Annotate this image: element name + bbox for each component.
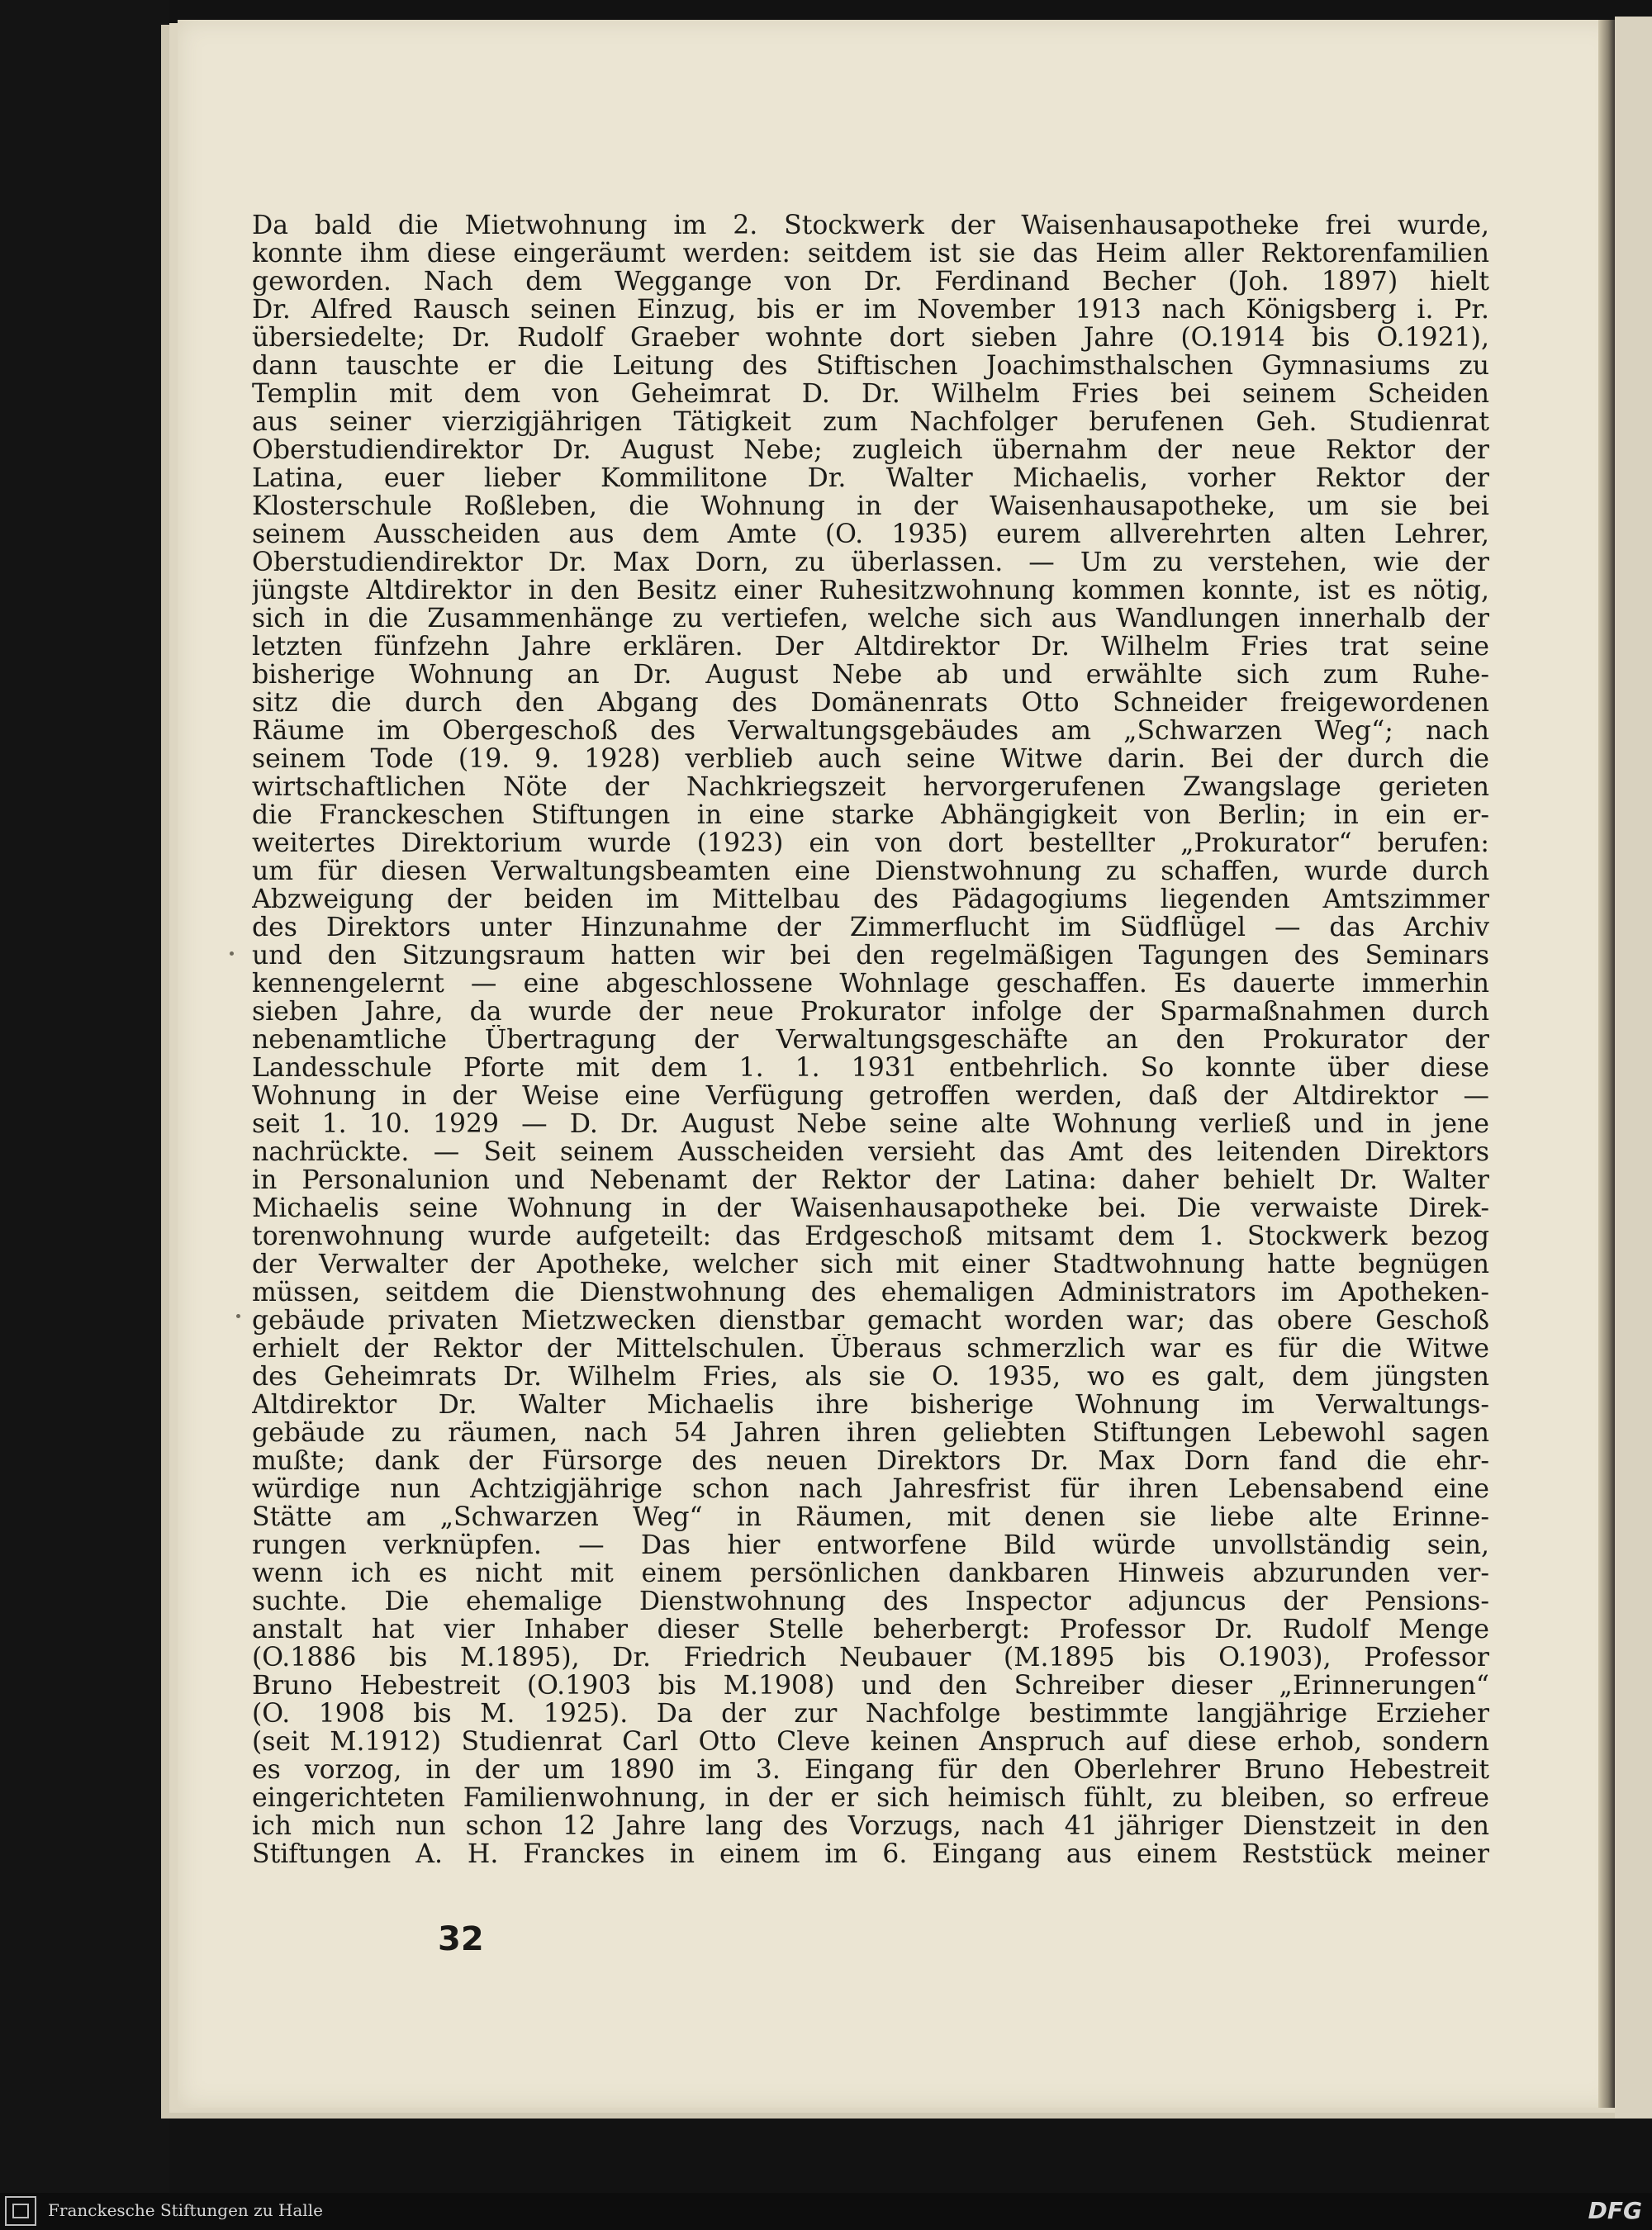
text-line: Michaelis seine Wohnung in der Waisenhausapotheke bei. Die verwaiste Direk- (252, 1193, 1489, 1223)
text-line: Stätte am „Schwarzen Weg“ in Räumen, mit denen sie liebe alte Erinne- (252, 1502, 1489, 1532)
text-line: Da bald die Mietwohnung im 2. Stockwerk der Waisenhausapotheke frei wurde, (252, 211, 1489, 240)
book-gutter (1598, 20, 1615, 2108)
text-line: konnte ihm diese eingeräumt werden: seitdem ist sie das Heim aller Rektorenfamilien (252, 239, 1489, 268)
text-line: (O. 1908 bis M. 1925). Da der zur Nachfolge bestimmte langjährige Erzieher (252, 1699, 1489, 1729)
text-line: rungen verknüpfen. — Das hier entworfene Bild würde unvollständig sein, (252, 1530, 1489, 1560)
text-line: Templin mit dem von Geheimrat D. Dr. Wilhelm Fries bei seinem Scheiden (252, 379, 1489, 409)
text-line: torenwohnung wurde aufgeteilt: das Erdgeschoß mitsamt dem 1. Stockwerk bezog (252, 1222, 1489, 1251)
text-line: sitz die durch den Abgang des Domänenrats Otto Schneider freigewordenen (252, 688, 1489, 718)
text-line: übersiedelte; Dr. Rudolf Graeber wohnte dort sieben Jahre (O.1914 bis O.1921), (252, 323, 1489, 353)
text-line: (seit M.1912) Studienrat Carl Otto Cleve keinen Anspruch auf diese erhob, sondern (252, 1727, 1489, 1757)
text-line: geworden. Nach dem Weggange von Dr. Ferdinand Becher (Joh. 1897) hielt (252, 267, 1489, 297)
text-line: Räume im Obergeschoß des Verwaltungsgebäudes am „Schwarzen Weg“; nach (252, 716, 1489, 746)
text-line: wirtschaftlichen Nöte der Nachkriegszeit hervorgerufenen Zwangslage gerieten (252, 772, 1489, 802)
body-text (252, 211, 1489, 1896)
text-line: wenn ich es nicht mit einem persönlichen dankbaren Hinweis abzurunden ver- (252, 1559, 1489, 1588)
page-number: 32 (438, 1920, 484, 1958)
text-line: Oberstudiendirektor Dr. August Nebe; zugleich übernahm der neue Rektor der (252, 435, 1489, 465)
paper-speck (230, 951, 234, 956)
text-line: Oberstudiendirektor Dr. Max Dorn, zu überlassen. — Um zu verstehen, wie der (252, 548, 1489, 577)
footer-bar (0, 2193, 1652, 2230)
text-line: in Personalunion und Nebenamt der Rektor der Latina: daher behielt Dr. Walter (252, 1165, 1489, 1195)
text-line: Wohnung in der Weise eine Verfügung getroffen werden, daß der Altdirektor — (252, 1081, 1489, 1111)
text-line: des Direktors unter Hinzunahme der Zimmerflucht im Südflügel — das Archiv (252, 913, 1489, 942)
text-line: würdige nun Achtzigjährige schon nach Jahresfrist für ihren Lebensabend eine (252, 1474, 1489, 1504)
text-line: letzten fünfzehn Jahre erklären. Der Altdirektor Dr. Wilhelm Fries trat seine (252, 632, 1489, 662)
text-line: (O.1886 bis M.1895), Dr. Friedrich Neubauer (M.1895 bis O.1903), Professor (252, 1643, 1489, 1672)
text-line: Altdirektor Dr. Walter Michaelis ihre bisherige Wohnung im Verwaltungs- (252, 1390, 1489, 1420)
text-line: Stiftungen A. H. Franckes in einem im 6. Eingang aus einem Reststück meiner (252, 1839, 1489, 1869)
text-line: der Verwalter der Apotheke, welcher sich mit einer Stadtwohnung hatte begnügen (252, 1250, 1489, 1279)
text-line: nachrückte. — Seit seinem Ausscheiden versieht das Amt des leitenden Direktors (252, 1137, 1489, 1167)
text-line: die Franckeschen Stiftungen in eine starke Abhängigkeit von Berlin; in ein er- (252, 800, 1489, 830)
footer-credit: Franckesche Stiftungen zu Halle (48, 2200, 323, 2220)
text-line: gebäude zu räumen, nach 54 Jahren ihren geliebten Stiftungen Lebewohl sagen (252, 1418, 1489, 1448)
dfg-logo: DFG (1588, 2197, 1642, 2224)
facing-page-edge (1615, 17, 1652, 2118)
text-line: müssen, seitdem die Dienstwohnung des ehemaligen Administrators im Apotheken- (252, 1278, 1489, 1307)
text-line: Dr. Alfred Rausch seinen Einzug, bis er im November 1913 nach Königsberg i. Pr. (252, 295, 1489, 325)
text-line: ich mich nun schon 12 Jahre lang des Vorzugs, nach 41 jähriger Dienstzeit in den (252, 1811, 1489, 1841)
text-line: Bruno Hebestreit (O.1903 bis M.1908) und den Schreiber dieser „Erinnerungen“ (252, 1671, 1489, 1701)
text-line: es vorzog, in der um 1890 im 3. Eingang für den Oberlehrer Bruno Hebestreit (252, 1755, 1489, 1785)
text-line: sieben Jahre, da wurde der neue Prokurator infolge der Sparmaßnahmen durch (252, 997, 1489, 1027)
text-line: Abzweigung der beiden im Mittelbau des Pädagogiums liegenden Amtszimmer (252, 885, 1489, 914)
library-logo-icon (5, 2196, 36, 2226)
text-line: Klosterschule Roßleben, die Wohnung in der Waisenhausapotheke, um sie bei (252, 491, 1489, 521)
text-line: des Geheimrats Dr. Wilhelm Fries, als sie O. 1935, wo es galt, dem jüngsten (252, 1362, 1489, 1392)
text-line: anstalt hat vier Inhaber dieser Stelle beherbergt: Professor Dr. Rudolf Menge (252, 1615, 1489, 1644)
text-line: erhielt der Rektor der Mittelschulen. Überaus schmerzlich war es für die Witwe (252, 1334, 1489, 1364)
text-line: aus seiner vierzigjährigen Tätigkeit zum Nachfolger berufenen Geh. Studienrat (252, 407, 1489, 437)
text-line: Landesschule Pforte mit dem 1. 1. 1931 entbehrlich. So konnte über diese (252, 1053, 1489, 1083)
text-line: bisherige Wohnung an Dr. August Nebe ab und erwählte sich zum Ruhe- (252, 660, 1489, 690)
text-line: gebäude privaten Mietzwecken dienstbar gemacht worden war; das obere Geschoß (252, 1306, 1489, 1336)
scan-background (0, 0, 169, 2230)
text-line: weitertes Direktorium wurde (1923) ein von dort bestellter „Prokurator“ berufen: (252, 828, 1489, 858)
text-line: eingerichteten Familienwohnung, in der er sich heimisch fühlt, zu bleiben, so erfreue (252, 1783, 1489, 1813)
text-line: um für diesen Verwaltungsbeamten eine Dienstwohnung zu schaffen, wurde durch (252, 856, 1489, 886)
text-line: sich in die Zusammenhänge zu vertiefen, welche sich aus Wandlungen innerhalb der (252, 604, 1489, 633)
text-line: seinem Ausscheiden aus dem Amte (O. 1935) eurem allverehrten alten Lehrer, (252, 520, 1489, 549)
text-line: Latina, euer lieber Kommilitone Dr. Walter Michaelis, vorher Rektor der (252, 463, 1489, 493)
text-line: seinem Tode (19. 9. 1928) verblieb auch seine Witwe darin. Bei der durch die (252, 744, 1489, 774)
text-line: und den Sitzungsraum hatten wir bei den regelmäßigen Tagungen des Seminars (252, 941, 1489, 970)
text-line: suchte. Die ehemalige Dienstwohnung des Inspector adjuncus der Pensions- (252, 1587, 1489, 1616)
text-line: kennengelernt — eine abgeschlossene Wohnlage geschaffen. Es dauerte immerhin (252, 969, 1489, 999)
text-line: seit 1. 10. 1929 — D. Dr. August Nebe seine alte Wohnung verließ und in jene (252, 1109, 1489, 1139)
text-line: dann tauschte er die Leitung des Stiftischen Joachimsthalschen Gymnasiums zu (252, 351, 1489, 381)
text-line: nebenamtliche Übertragung der Verwaltungsgeschäfte an den Prokurator der (252, 1025, 1489, 1055)
text-line: jüngste Altdirektor in den Besitz einer Ruhesitzwohnung kommen konnte, ist es nötig, (252, 576, 1489, 605)
paper-speck (236, 1314, 240, 1318)
text-line: mußte; dank der Fürsorge des neuen Direktors Dr. Max Dorn fand die ehr- (252, 1446, 1489, 1476)
